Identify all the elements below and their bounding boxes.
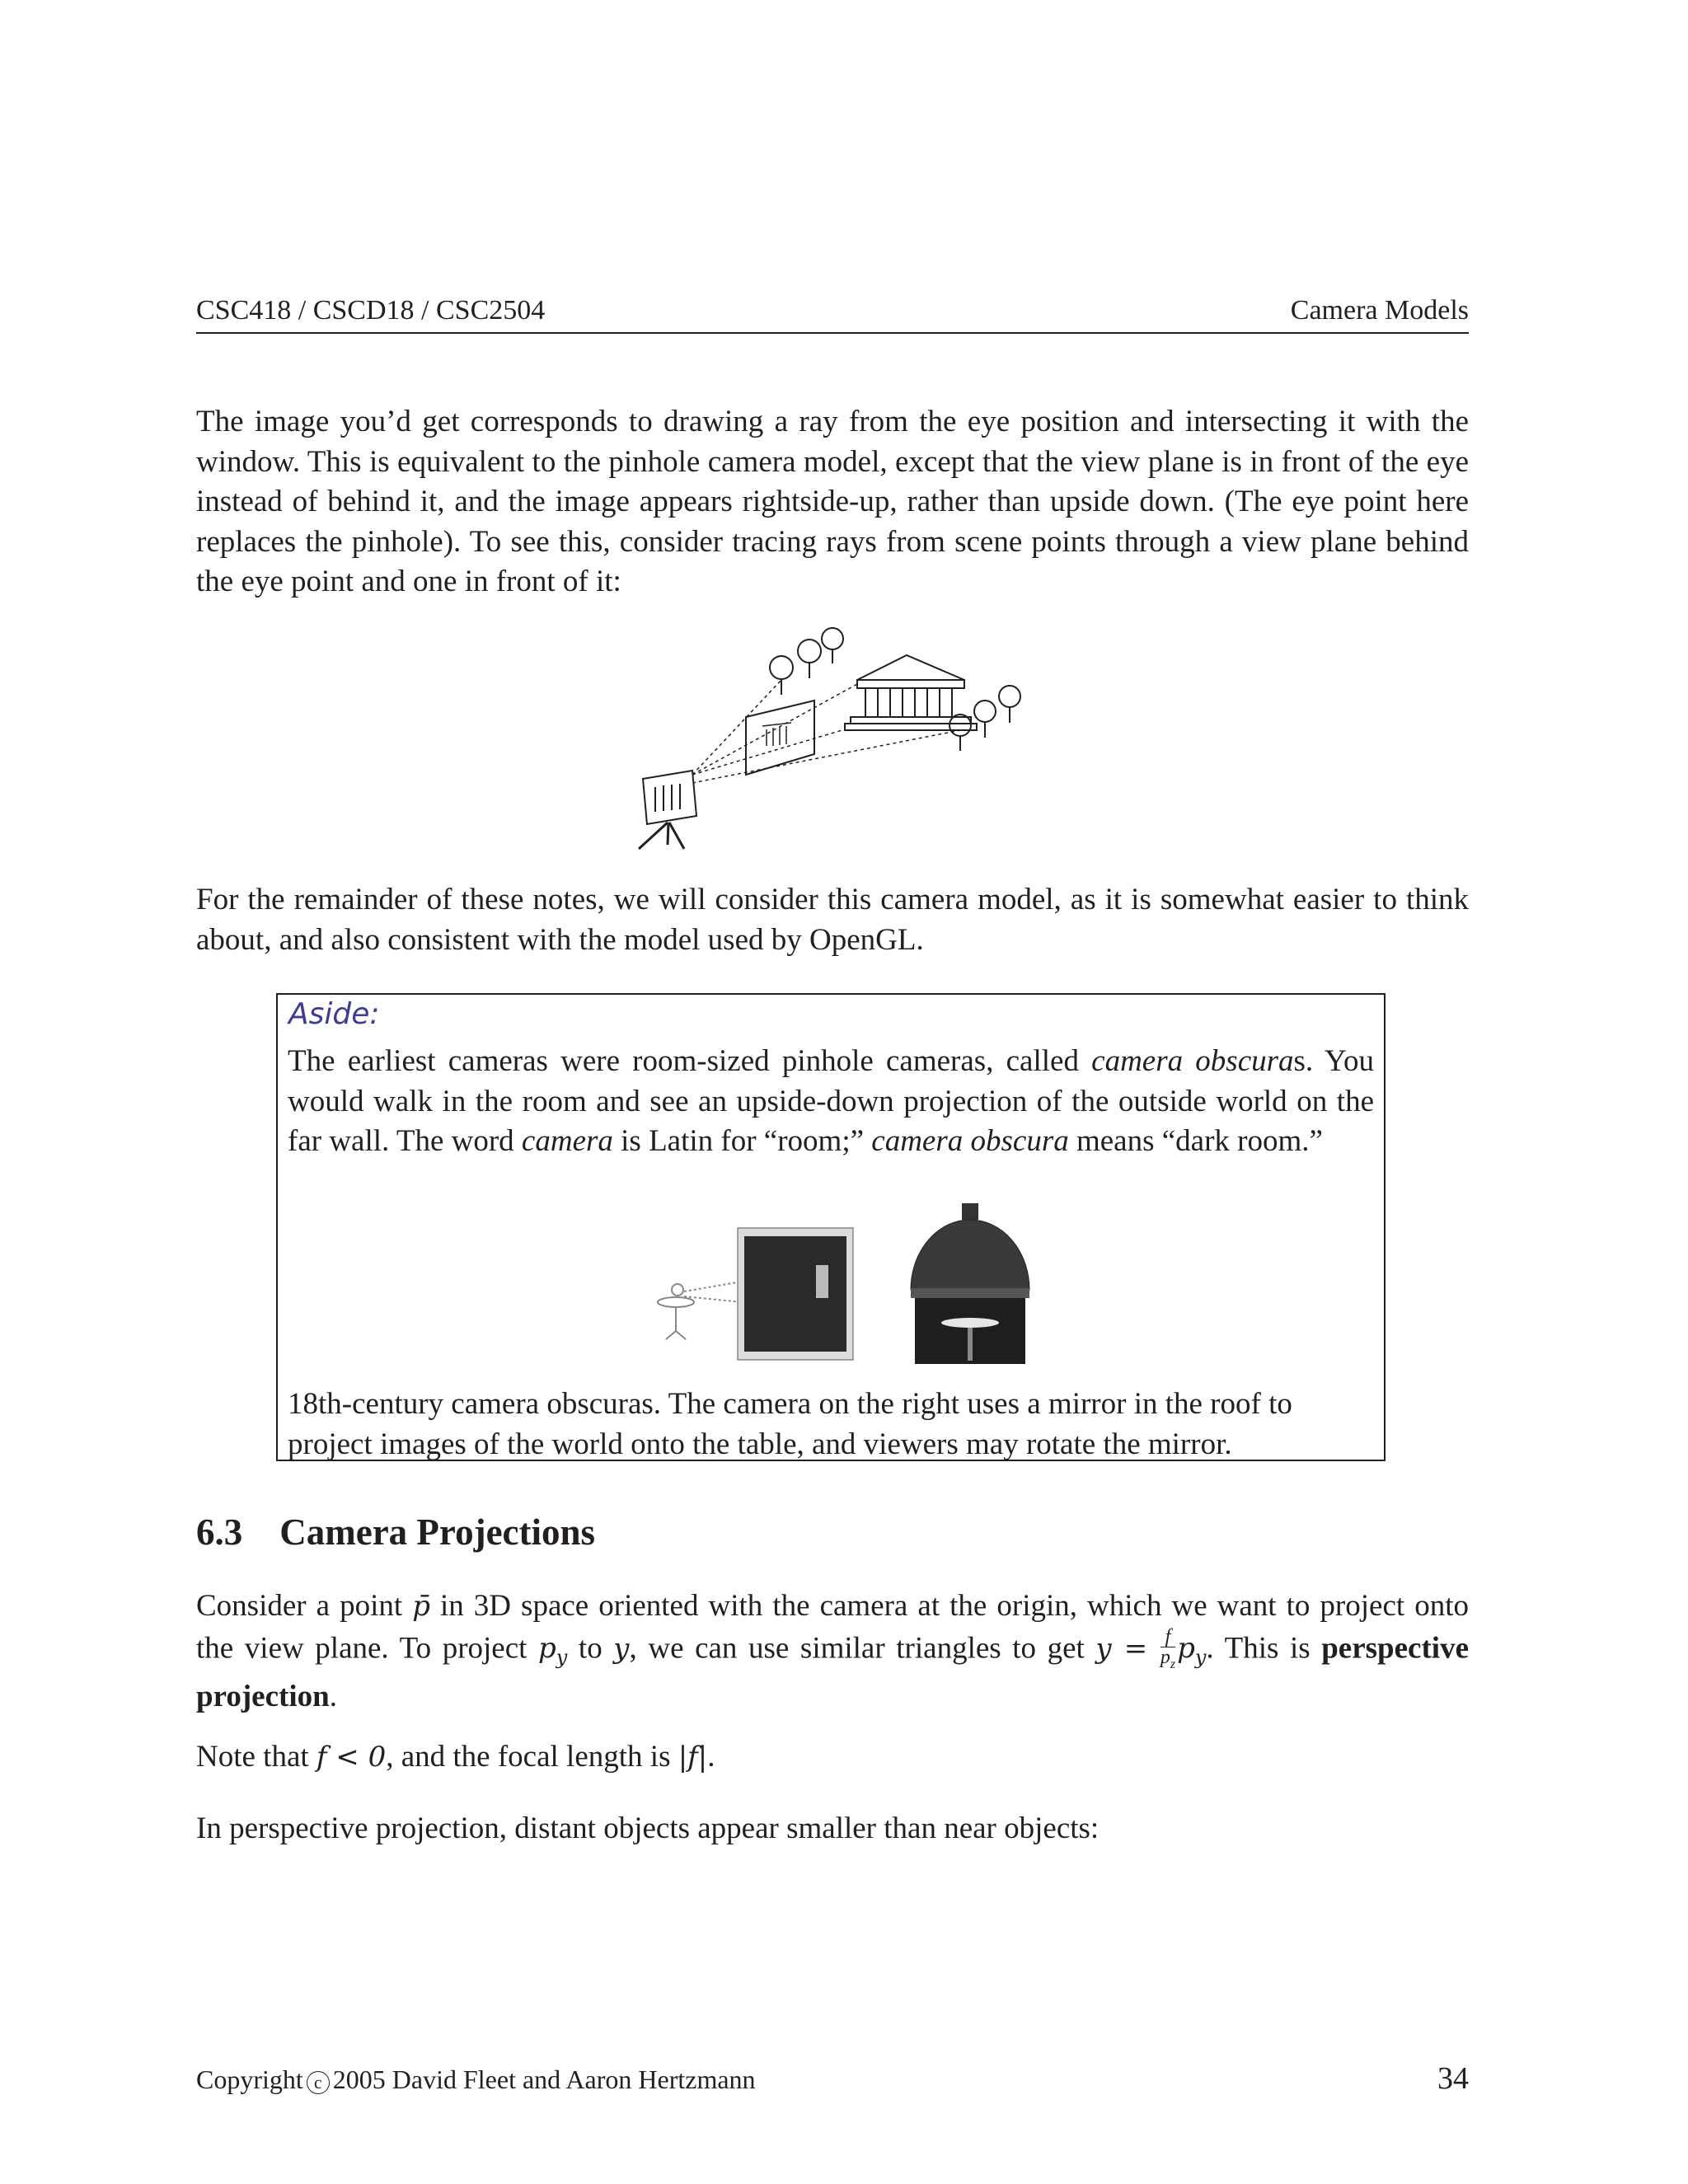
camera-icon [639, 771, 696, 849]
frac-denominator [1160, 1647, 1175, 1675]
p3-text-c: to [567, 1630, 614, 1665]
aside-title: Aside: [288, 997, 380, 1031]
temple-illustration [845, 655, 977, 730]
p4-text-c: . [707, 1740, 715, 1774]
p4-text-b: , and the focal length is [386, 1740, 678, 1774]
copyright-symbol-icon: c [307, 2071, 330, 2094]
figure-viewplane-diagram [635, 622, 1047, 853]
aside-text-2: s. You would walk in the room and see an upside-down projection of the outside world on the far wall. The word [288, 1044, 1374, 1158]
math-eq-p: p [1177, 1631, 1195, 1665]
aside-term-camera-obscura: camera obscura [1091, 1044, 1294, 1078]
running-header-course: CSC418 / CSCD18 / CSC2504 [196, 295, 546, 326]
p4-text-a: Note that [196, 1740, 316, 1774]
p3-text-a: Consider a point [196, 1589, 413, 1623]
math-f-negative: f < 0 [316, 1741, 387, 1774]
dome-obscura-illustration [911, 1203, 1029, 1364]
math-eq-p-sub: y [1194, 1645, 1207, 1669]
math-py-sub: y [556, 1645, 568, 1669]
page-number: 34 [1437, 2061, 1469, 2096]
math-pbar: p̄ [412, 1590, 430, 1623]
dark-room-illustration [738, 1228, 853, 1360]
section-heading [196, 1511, 595, 1554]
paragraph-focal-length-note [196, 1737, 1469, 1778]
section-number: 6.3 [196, 1511, 243, 1553]
aside-text-3: is Latin for “room;” [612, 1124, 872, 1158]
aside-body [288, 1042, 1374, 1162]
frac-den-sub: z [1170, 1657, 1176, 1671]
running-header-chapter: Camera Models [1290, 295, 1469, 326]
paragraph-camera-model-choice: For the remainder of these notes, we will consider this camera model, as it is somewhat easier to think about, and also consistent with the model used by OpenGL. [196, 883, 1469, 957]
math-eq-lhs: y = [1095, 1631, 1148, 1665]
header-rule [196, 332, 1469, 334]
aside-text-1: The earliest cameras were room-sized pinhole cameras, called [288, 1044, 1092, 1078]
math-py-base: p [538, 1631, 556, 1665]
aside-figure-caption: 18th-century camera obscuras. The camera on the right uses a mirror in the roof to project images of the world onto the table, and viewers may rotate the mirror. [288, 1387, 1292, 1461]
p3-text-d: , we can use similar triangles to get [629, 1630, 1096, 1665]
section-title: Camera Projections [279, 1511, 596, 1553]
p3-text-f: . [329, 1680, 337, 1714]
math-fraction [1160, 1627, 1175, 1675]
copyright-label: Copyright [196, 2064, 303, 2094]
paragraph-perspective-projection [196, 1586, 1469, 1718]
paragraph-distant-objects: In perspective projection, distant objects appear smaller than near objects: [196, 1811, 1100, 1845]
aside-term-camera: camera [521, 1124, 613, 1158]
p3-text-b: in 3D space oriented with the camera at the origin, which we want to project onto the view plane. To project [196, 1589, 1469, 1665]
p3-text-e: . This is [1206, 1630, 1322, 1665]
aside-text-4: means “dark room.” [1068, 1124, 1323, 1158]
table-illustration [658, 1282, 742, 1339]
frac-den-base: p [1160, 1646, 1170, 1668]
aside-term-camera-obscura-2: camera obscura [871, 1124, 1069, 1158]
term-perspective-projection: perspective projection [196, 1630, 1470, 1714]
paragraph-pinhole-equivalence: The image you’d get corresponds to drawing a ray from the eye position and intersecting it with the window. This is equivalent to the pinhole camera model, except that the view plane is in front of the eye instead of behind it, and the image appears rightside-up, rather than upside down. (The eye point here replaces the pinhole). To see this, consider tracing rays from scene points through a view plane behind the eye point and one in front of it: [196, 405, 1469, 598]
figure-camera-obscuras [643, 1199, 1039, 1368]
math-abs-f: |f| [678, 1741, 708, 1774]
math-y: y [613, 1631, 630, 1665]
copyright-holders: 2005 David Fleet and Aaron Hertzmann [332, 2064, 756, 2094]
footer-copyright [196, 2064, 756, 2095]
frac-numerator: f [1160, 1627, 1175, 1647]
math-eq-py [1177, 1631, 1207, 1669]
math-py [538, 1631, 568, 1669]
